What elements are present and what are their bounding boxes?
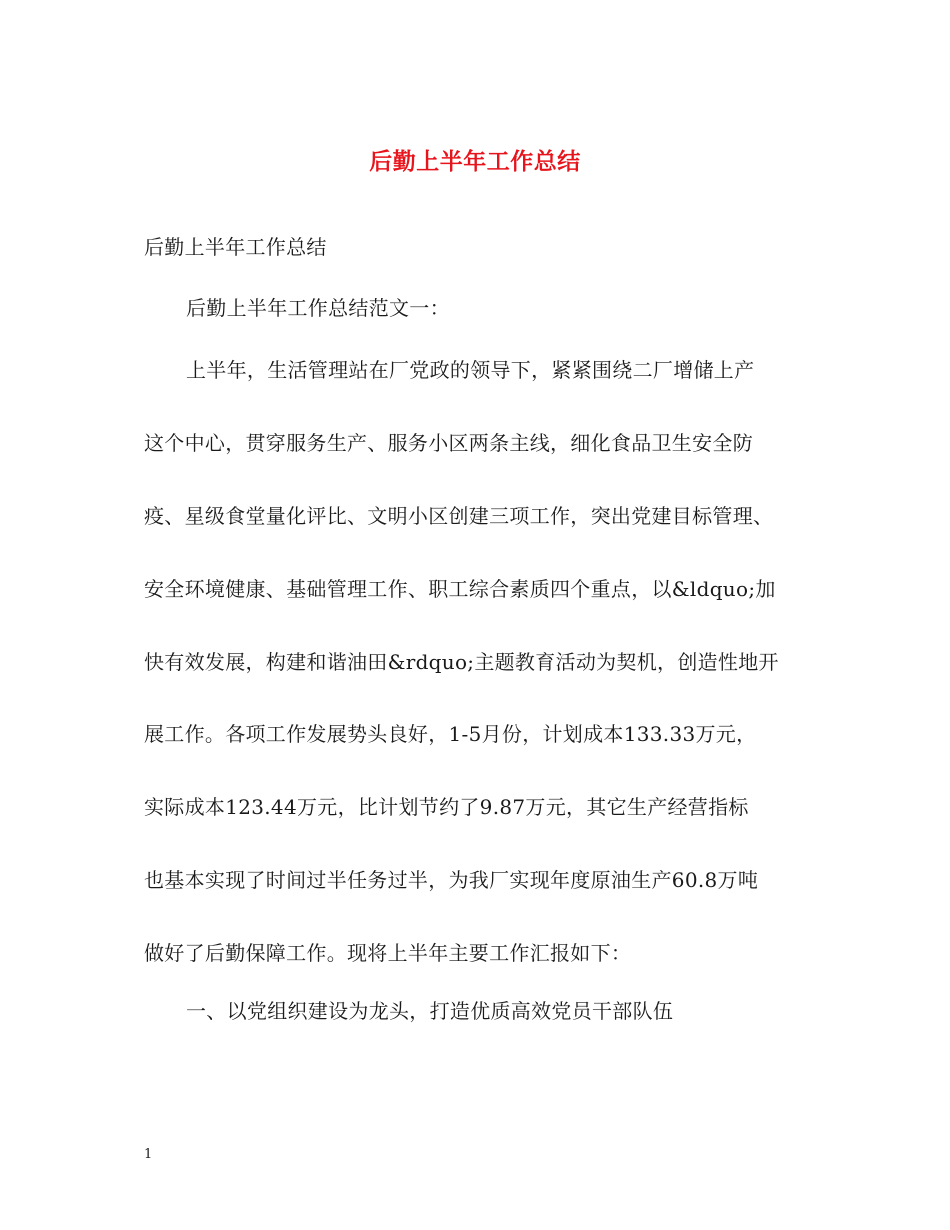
page-number: 1 xyxy=(144,1147,153,1162)
paragraph-line: 展工作。各项工作发展势头良好，1-5月份，计划成本133.33万元， xyxy=(144,722,757,746)
paragraph-line: 实际成本123.44万元，比计划节约了9.87万元，其它生产经营指标 xyxy=(144,795,749,819)
paragraph-line: 也基本实现了时间过半任务过半，为我厂实现年度原油生产60.8万吨 xyxy=(144,868,759,892)
subtitle-line: 后勤上半年工作总结 xyxy=(144,235,327,259)
paragraph-line: 做好了后勤保障工作。现将上半年主要工作汇报如下： xyxy=(144,941,632,965)
paragraph-line: 快有效发展，构建和谐油田&rdquo;主题教育活动为契机，创造性地开 xyxy=(144,650,779,674)
paragraph-line: 疫、星级食堂量化评比、文明小区创建三项工作，突出党建目标管理、 xyxy=(144,504,774,528)
paragraph-line: 这个中心，贯穿服务生产、服务小区两条主线，细化食品卫生安全防 xyxy=(144,431,753,455)
document-title: 后勤上半年工作总结 xyxy=(369,148,581,175)
paragraph-line: 上半年，生活管理站在厂党政的领导下，紧紧围绕二厂增储上产 xyxy=(186,358,755,382)
paragraph-line: 安全环境健康、基础管理工作、职工综合素质四个重点，以&ldquo;加 xyxy=(144,577,776,601)
section-heading-line: 后勤上半年工作总结范文一： xyxy=(186,296,450,320)
section-heading-line: 一、以党组织建设为龙头，打造优质高效党员干部队伍 xyxy=(186,999,674,1023)
